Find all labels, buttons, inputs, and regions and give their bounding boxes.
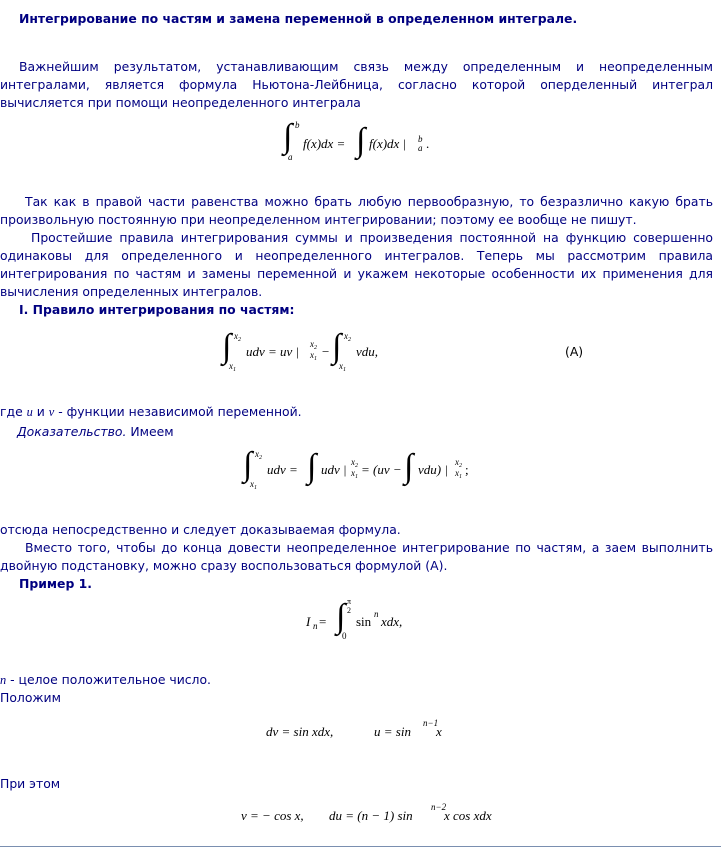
upper-limit-den: 2 xyxy=(347,606,351,615)
newton-leibniz-formula xyxy=(283,120,443,164)
lower-limit: $x_1$ xyxy=(250,479,257,491)
then-line: При этом xyxy=(0,776,61,791)
parts-formula xyxy=(222,330,392,374)
n-rest: - целое положительное число. xyxy=(6,672,211,687)
u-x: x xyxy=(436,724,442,739)
let-line: Положим xyxy=(0,690,61,705)
lower-limit: a xyxy=(288,152,293,162)
intro-paragraph: Важнейшим результатом, устанавливающим связь между определенным и неопределенным интегралами, является формула Ньютона-Лейбница, согласно которой оперделенный интеграл вычисляется при помощи неопределенного интеграла xyxy=(0,59,713,110)
paragraph-simple-rules: Простейшие правила интегрирования суммы и произведения постоянной на функцию совершенно одинаковы для определенного и неопределенного интегралов. Теперь мы рассмотрим правила интегрирования по частям и замены переменной и укажем некоторые особенности их применения для вычисления определенных интегралов. xyxy=(0,230,713,299)
du-tail: x cos xdx xyxy=(444,808,492,823)
lower-limit: $x_1$ xyxy=(339,361,346,373)
u-power: n−1 xyxy=(423,718,439,728)
var-v: v xyxy=(48,405,55,419)
integral-sign: ∫ xyxy=(404,448,414,485)
proof-d: vdu) | xyxy=(418,462,448,477)
paragraph-instead: Вместо того, чтобы до конца довести неопределенное интегрирование по частям, а заем выполнить двойную подстановку, можно сразу воспользоваться формулой (A). xyxy=(0,540,713,573)
in-formula xyxy=(306,597,416,644)
proof-line xyxy=(17,423,174,441)
integral-sign: ∫ xyxy=(332,328,342,365)
formula-right: vdu, xyxy=(356,344,379,359)
substitution-upper: $x_2$ xyxy=(310,339,317,351)
power-n: n xyxy=(374,609,379,619)
var-n: n xyxy=(0,673,7,687)
integral-sign: ∫ xyxy=(356,122,366,159)
integral-sign: ∫ xyxy=(222,328,232,365)
proof-a: udv = xyxy=(267,462,298,477)
rule-1-heading: I. Правило интегрирования по частям: xyxy=(19,302,295,317)
lower-limit: 0 xyxy=(342,631,347,641)
var-u: u xyxy=(26,405,33,419)
du-power: n−2 xyxy=(431,802,447,812)
proof-formula xyxy=(243,448,483,492)
substitution-formula xyxy=(266,716,466,746)
formula-left: udv = uv | xyxy=(246,344,300,359)
v-expr: v = − cos x, xyxy=(241,808,304,823)
sin-fn: sin xyxy=(356,614,372,629)
i-symbol: I xyxy=(306,614,311,629)
substitution-lower: $x_1$ xyxy=(455,468,462,480)
proof-c: = (uv − xyxy=(361,462,402,477)
bottom-divider xyxy=(0,846,721,847)
formula-rhs: f(x)dx | xyxy=(369,136,407,151)
substitution-upper: $x_2$ xyxy=(351,457,358,469)
equals-sign: = xyxy=(319,614,327,629)
prefix-where: где xyxy=(0,404,27,419)
proof-end: ; xyxy=(465,462,469,477)
integral-sign: ∫ xyxy=(336,598,346,635)
substitution-lower: a xyxy=(418,143,423,153)
integral-sign: ∫ xyxy=(243,446,253,483)
proof-rest: Имеем xyxy=(126,424,174,439)
substitution-upper: $x_2$ xyxy=(455,457,462,469)
substitution-lower: $x_1$ xyxy=(351,468,358,480)
i-subscript: n xyxy=(313,621,318,631)
upper-limit: b xyxy=(295,120,300,130)
hence-line: отсюда непосредственно и следует доказываемая формула. xyxy=(0,522,401,537)
dv-expr: dv = sin xdx, xyxy=(266,724,334,739)
proof-label: Доказательство. xyxy=(17,424,127,439)
n-line xyxy=(0,671,211,689)
paragraph-any-antiderivative: Так как в правой части равенства можно брать любую первообразную, то безразлично какую брать произвольную постоянную при неопределенном интегрировании; поэтому ее вообще не пишут. xyxy=(0,194,713,227)
u-expr: u = sin xyxy=(374,724,411,739)
substitution-lower: $x_1$ xyxy=(310,350,317,362)
and-word: и xyxy=(32,404,49,419)
where-rest: - функции независимой переменной. xyxy=(54,404,302,419)
where-line xyxy=(0,403,302,421)
substitution-upper: b xyxy=(418,134,423,144)
page-title: Интегрирование по частям и замена переменной в определенном интеграле. xyxy=(19,11,578,26)
upper-limit-num: π xyxy=(347,597,352,606)
upper-limit: $x_2$ xyxy=(234,331,241,343)
integral-sign: ∫ xyxy=(307,448,317,485)
in-tail: xdx, xyxy=(381,614,403,629)
formula-end: . xyxy=(426,136,430,151)
formula-lhs: f(x)dx = xyxy=(303,136,346,151)
lower-limit: $x_1$ xyxy=(229,361,236,373)
upper-limit: $x_2$ xyxy=(255,449,262,461)
proof-b: udv | xyxy=(321,462,347,477)
integral-sign: ∫ xyxy=(283,118,293,155)
example-1-heading: Пример 1. xyxy=(19,576,92,591)
minus-sign: − xyxy=(322,344,330,359)
du-expr: du = (n − 1) sin xyxy=(329,808,413,823)
formula-label: (A) xyxy=(565,344,584,359)
upper-limit: $x_2$ xyxy=(344,331,351,343)
v-du-formula xyxy=(241,800,501,830)
